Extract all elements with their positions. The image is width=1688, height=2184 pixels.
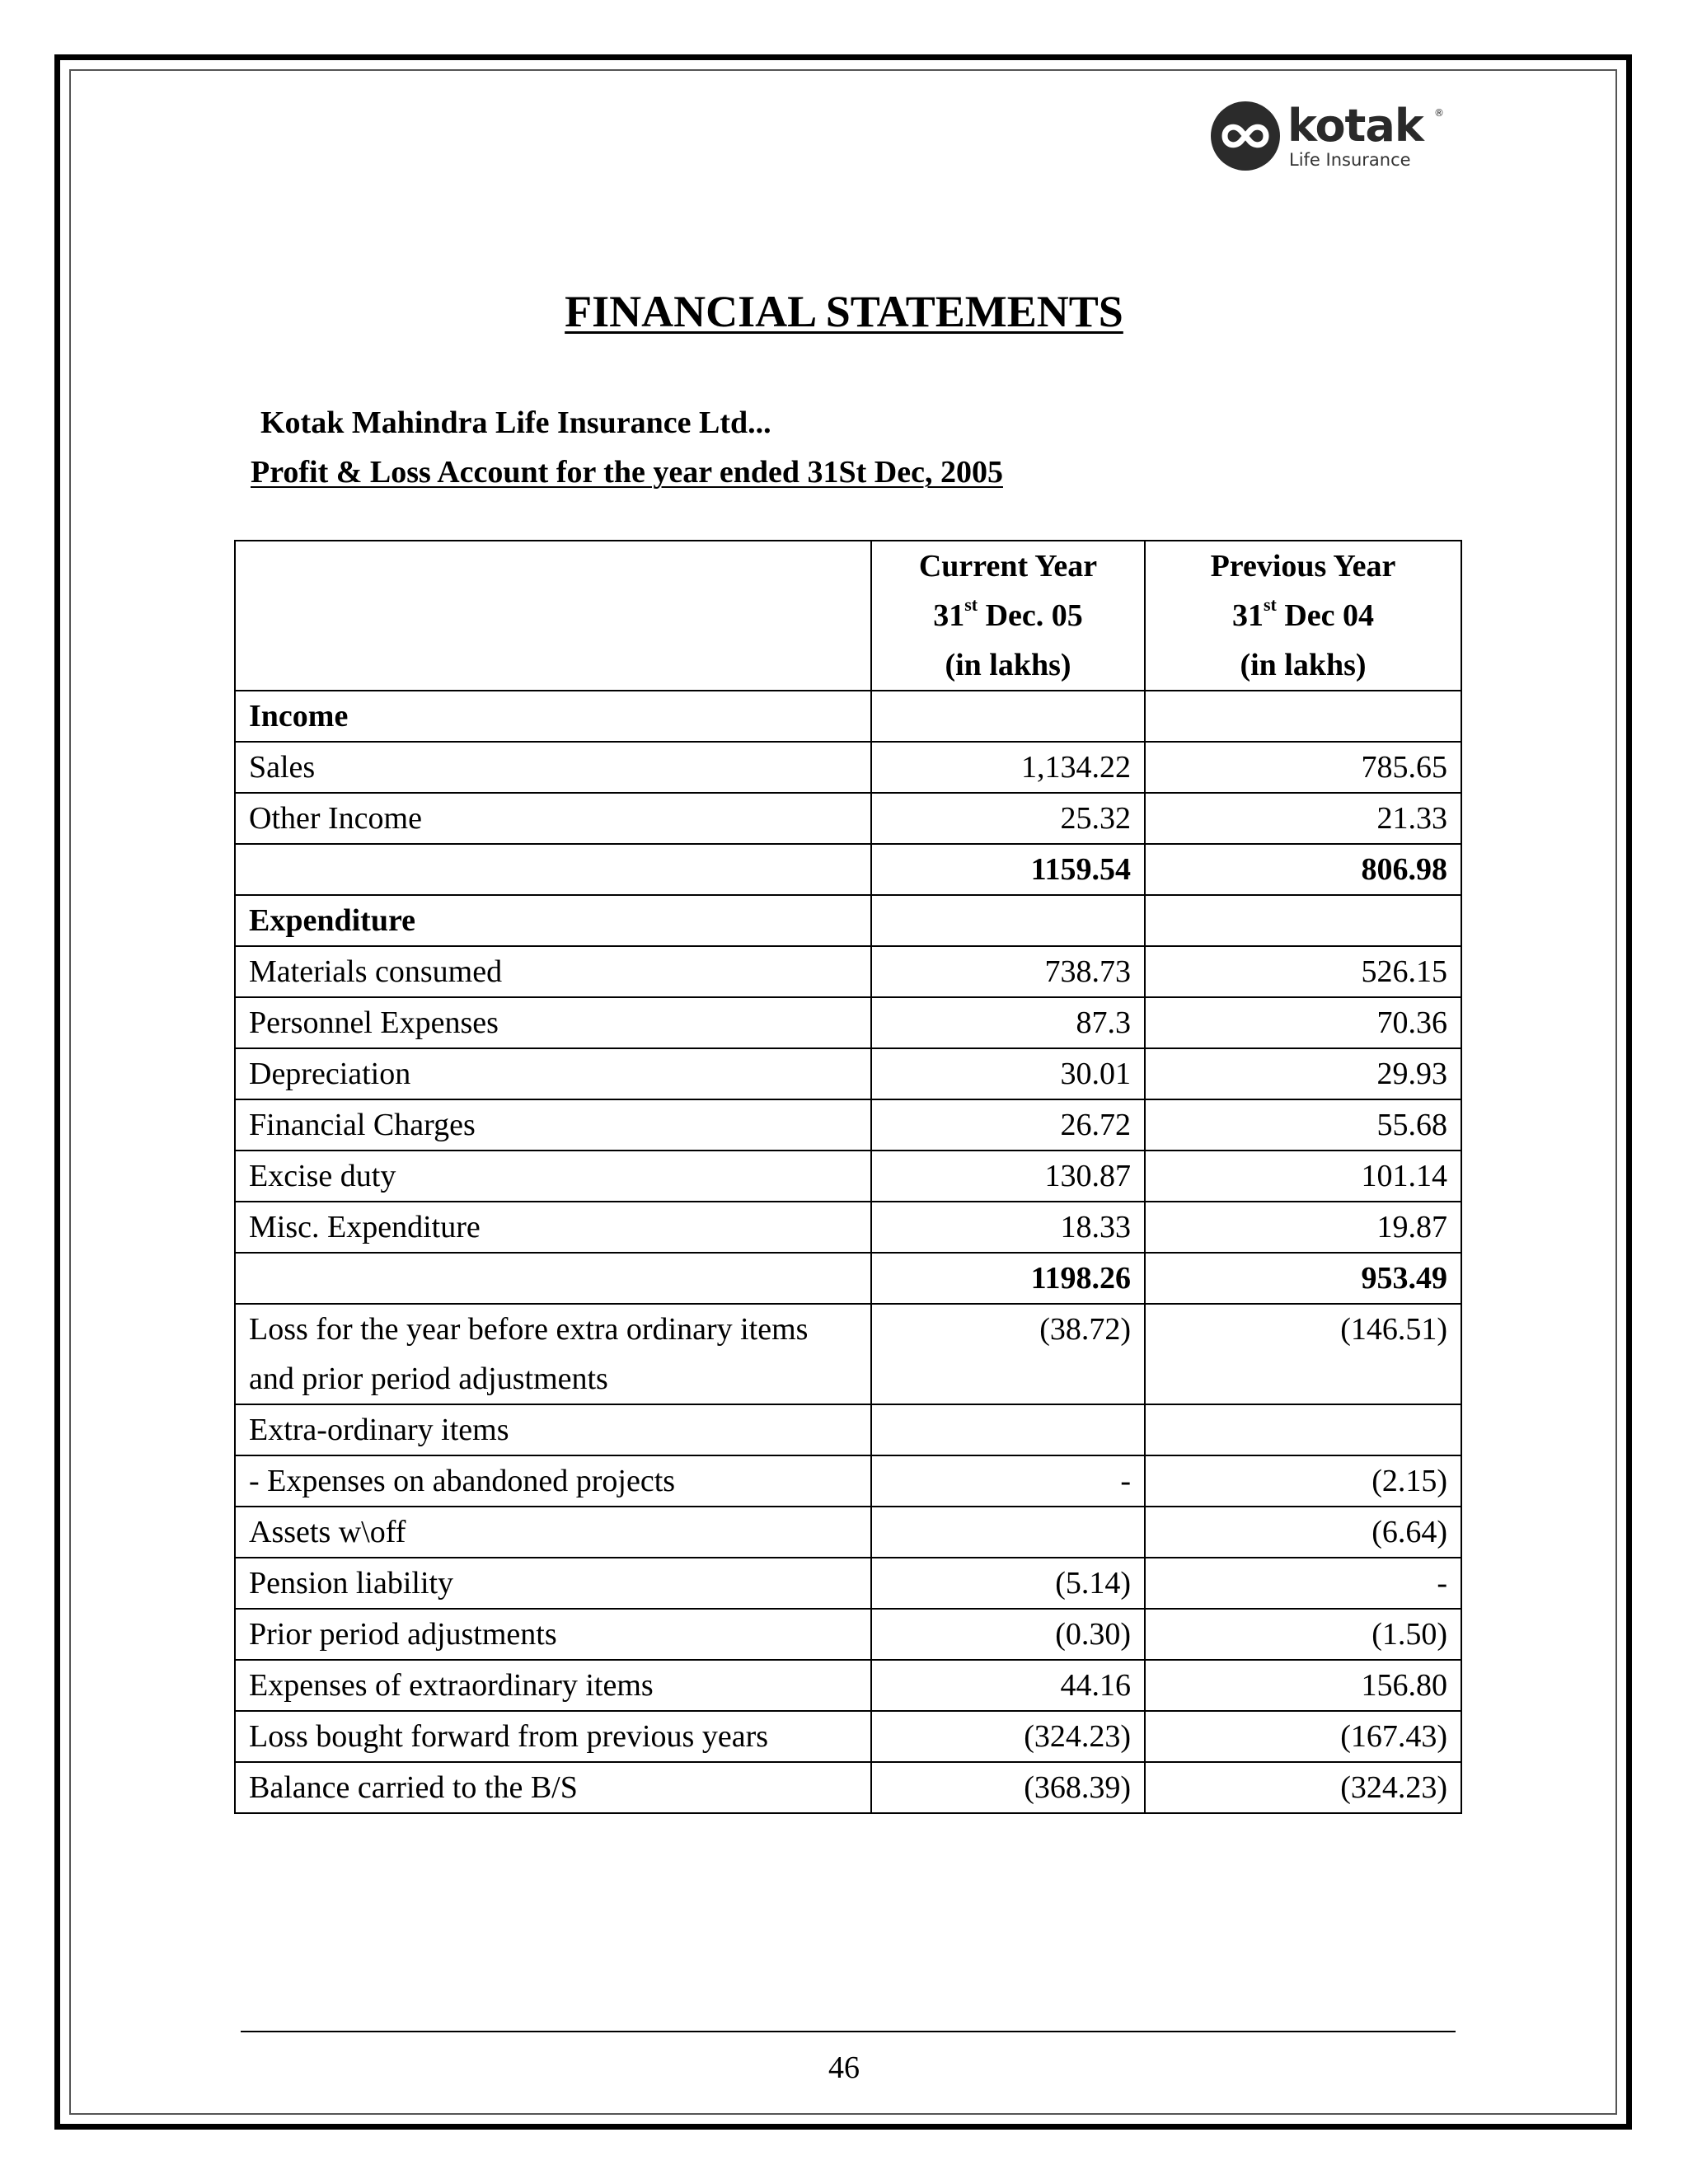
current-year-heading: Current Year: [918, 549, 1098, 583]
header-current-year: [871, 541, 1145, 691]
row-previous-value: [1145, 691, 1461, 742]
row-label: Loss for the year before extra ordinary items and prior period adjustments: [235, 1304, 871, 1404]
row-label: Income: [235, 691, 871, 742]
row-current-value: 130.87: [871, 1151, 1145, 1202]
row-previous-value: 55.68: [1145, 1099, 1461, 1151]
table-row: [235, 1099, 1461, 1151]
row-current-value: [871, 1404, 1145, 1455]
row-previous-value: (167.43): [1145, 1711, 1461, 1762]
table-row: [235, 1660, 1461, 1711]
row-label: Materials consumed: [235, 946, 871, 997]
row-current-value: 26.72: [871, 1099, 1145, 1151]
table-row: [235, 1507, 1461, 1558]
row-previous-value: [1145, 895, 1461, 946]
row-current-value: 25.32: [871, 793, 1145, 844]
row-previous-value: 21.33: [1145, 793, 1461, 844]
logo-tagline: Life Insurance: [1289, 150, 1411, 170]
row-label: Pension liability: [235, 1558, 871, 1609]
table-row: [235, 1558, 1461, 1609]
row-current-value: [871, 895, 1145, 946]
table-row: [235, 793, 1461, 844]
row-label: Extra-ordinary items: [235, 1404, 871, 1455]
company-name: Kotak Mahindra Life Insurance Ltd...: [260, 405, 771, 440]
row-label: Depreciation: [235, 1048, 871, 1099]
table-row: [235, 1609, 1461, 1660]
row-label: Misc. Expenditure: [235, 1202, 871, 1253]
statement-title: Profit & Loss Account for the year ended 31St Dec, 2005: [251, 455, 1003, 490]
table-row: [235, 1404, 1461, 1455]
row-label: Loss bought forward from previous years: [235, 1711, 871, 1762]
logo-registered-mark: ®: [1434, 107, 1444, 119]
row-current-value: -: [871, 1455, 1145, 1507]
row-label: [235, 1253, 871, 1304]
table-row: [235, 1151, 1461, 1202]
row-label: Financial Charges: [235, 1099, 871, 1151]
row-label: Prior period adjustments: [235, 1609, 871, 1660]
row-label: Balance carried to the B/S: [235, 1762, 871, 1813]
row-previous-value: [1145, 1404, 1461, 1455]
previous-year-date: 31st Dec 04: [1231, 594, 1375, 633]
row-current-value: 1159.54: [871, 844, 1145, 895]
table-row: [235, 1762, 1461, 1813]
page-number: 46: [828, 2050, 860, 2085]
previous-year-heading: Previous Year: [1210, 549, 1396, 583]
row-previous-value: -: [1145, 1558, 1461, 1609]
row-current-value: (368.39): [871, 1762, 1145, 1813]
row-previous-value: 526.15: [1145, 946, 1461, 997]
row-previous-value: 953.49: [1145, 1253, 1461, 1304]
row-current-value: 44.16: [871, 1660, 1145, 1711]
logo-brand-text: kotak: [1287, 100, 1423, 152]
previous-year-unit: (in lakhs): [1240, 648, 1367, 682]
row-current-value: 1,134.22: [871, 742, 1145, 793]
row-previous-value: 19.87: [1145, 1202, 1461, 1253]
table-row: [235, 946, 1461, 997]
row-label: Other Income: [235, 793, 871, 844]
table-row: [235, 691, 1461, 742]
table-row: [235, 742, 1461, 793]
row-label: - Expenses on abandoned projects: [235, 1455, 871, 1507]
kotak-logo: [1210, 101, 1449, 171]
table-row: [235, 1253, 1461, 1304]
row-previous-value: 29.93: [1145, 1048, 1461, 1099]
row-previous-value: 70.36: [1145, 997, 1461, 1048]
row-current-value: [871, 691, 1145, 742]
row-label: Personnel Expenses: [235, 997, 871, 1048]
row-previous-value: (1.50): [1145, 1609, 1461, 1660]
profit-loss-table: [234, 540, 1462, 1814]
table-row: [235, 844, 1461, 895]
table-row: [235, 1202, 1461, 1253]
row-label: Expenses of extraordinary items: [235, 1660, 871, 1711]
row-label: Expenditure: [235, 895, 871, 946]
row-current-value: (38.72): [871, 1304, 1145, 1404]
table-row: [235, 895, 1461, 946]
row-previous-value: 101.14: [1145, 1151, 1461, 1202]
table-row: [235, 997, 1461, 1048]
header-label-cell: [235, 541, 871, 691]
page-title: FINANCIAL STATEMENTS: [565, 287, 1123, 336]
row-current-value: (324.23): [871, 1711, 1145, 1762]
row-previous-value: (146.51): [1145, 1304, 1461, 1404]
row-label: Excise duty: [235, 1151, 871, 1202]
row-current-value: [871, 1507, 1145, 1558]
row-current-value: 1198.26: [871, 1253, 1145, 1304]
table-body: [235, 691, 1461, 1813]
row-current-value: 87.3: [871, 997, 1145, 1048]
row-current-value: 30.01: [871, 1048, 1145, 1099]
kotak-infinity-logo-icon: [1210, 101, 1281, 171]
row-previous-value: (324.23): [1145, 1762, 1461, 1813]
current-year-date: 31st Dec. 05: [933, 594, 1083, 633]
table-row: [235, 1304, 1461, 1404]
header-previous-year: [1145, 541, 1461, 691]
row-previous-value: 156.80: [1145, 1660, 1461, 1711]
row-previous-value: (2.15): [1145, 1455, 1461, 1507]
table-row: [235, 1455, 1461, 1507]
row-label: Assets w\off: [235, 1507, 871, 1558]
footer-divider: [241, 2031, 1456, 2032]
row-current-value: (0.30): [871, 1609, 1145, 1660]
row-label: [235, 844, 871, 895]
row-current-value: 18.33: [871, 1202, 1145, 1253]
row-current-value: (5.14): [871, 1558, 1145, 1609]
row-current-value: 738.73: [871, 946, 1145, 997]
row-label: Sales: [235, 742, 871, 793]
table-header-row: [235, 541, 1461, 691]
current-year-unit: (in lakhs): [945, 648, 1071, 682]
table-row: [235, 1048, 1461, 1099]
table-row: [235, 1711, 1461, 1762]
row-previous-value: (6.64): [1145, 1507, 1461, 1558]
row-previous-value: 806.98: [1145, 844, 1461, 895]
row-previous-value: 785.65: [1145, 742, 1461, 793]
